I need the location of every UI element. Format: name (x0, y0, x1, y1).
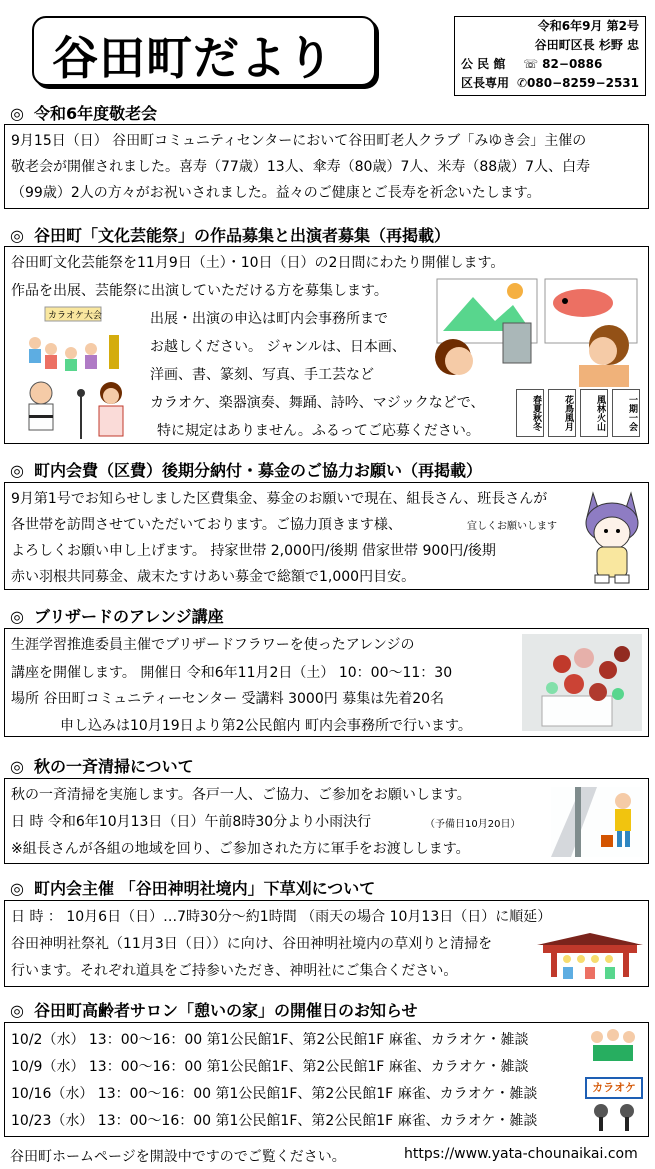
karaoke-stage-illustration (15, 305, 125, 373)
issue-info-box (454, 16, 646, 96)
body-line: 特に規定はありません。ふるってご応募ください。 (157, 423, 480, 439)
section-title: 令和6年度敬老会 (34, 104, 158, 123)
body-line: 谷田神明社祭礼（11月3日（日））に向け、谷田神明社境内の草刈りと清掃を (11, 936, 493, 952)
section-heading-membership-fee (10, 458, 482, 481)
body-line: カラオケ、楽器演奏、舞踊、詩吟、マジックなどで、 (150, 395, 485, 411)
body-line: お越しください。 ジャンルは、日本画、 (150, 339, 406, 355)
chief-phone: 080−8259−2531 (527, 76, 639, 90)
calligraphy-card: 一期一会 (612, 389, 640, 437)
schedule-row: 10/9（水） 13：00～16：00 第1公民館1F、第2公民館1F 麻雀、カラオケ・雑談 (11, 1059, 529, 1075)
section-title: 町内会主催 「谷田神明社境内」下草刈について (34, 879, 376, 898)
flower-arrangement-photo (522, 634, 642, 731)
karaoke-sign: カラオケ (585, 1077, 643, 1099)
microphone-icon (589, 1103, 639, 1133)
double-circle-icon: ◎ (10, 757, 24, 776)
schedule-row: 10/16（水） 13：00～16：00 第1公民館1F、第2公民館1F 麻雀、カラオケ・雑談 (11, 1086, 538, 1102)
performers-illustration (19, 379, 139, 441)
calligraphy-card: 風林火山 (580, 389, 608, 437)
section-box-keirokai (4, 124, 649, 209)
art-class-illustration (433, 275, 643, 387)
homepage-link[interactable]: https://www.yata-chounaikai.com (404, 1146, 638, 1162)
section-box-membership-fee (4, 482, 649, 590)
double-circle-icon: ◎ (10, 607, 24, 626)
body-line: ※組長さんが各組の地域を回り、ご参加された方に軍手をお渡しします。 (11, 841, 470, 857)
section-title: 谷田町「文化芸能祭」の作品募集と出演者募集（再掲載） (34, 226, 451, 245)
body-line: 赤い羽根共同募金、歳末たすけあい募金で総額で1,000円目安。 (11, 569, 416, 585)
body-line: 行います。それぞれ道具をご持参いただき、神明社にご集合ください。 (11, 963, 458, 979)
section-title: 町内会費（区費）後期分納付・募金のご協力お願い（再掲載） (34, 461, 483, 480)
double-circle-icon: ◎ (10, 226, 24, 245)
body-line: 生涯学習推進委員主催でブリザードフラワーを使ったアレンジの (11, 637, 415, 653)
masthead-title: 谷田町だより (52, 31, 334, 85)
chief-line-label: 区長専用 (461, 76, 510, 90)
mascot-caption: 宜しくお願いします (467, 521, 557, 532)
poster-sign: カラオケ大会 (48, 311, 102, 321)
mobile-phone-icon: ✆ (516, 76, 528, 90)
double-circle-icon: ◎ (10, 461, 24, 480)
section-heading-flower-course (10, 604, 224, 627)
section-heading-autumn-cleanup (10, 754, 194, 777)
section-title: 谷田町高齢者サロン「憩いの家」の開催日のお知らせ (34, 1001, 418, 1020)
calligraphy-card: 花鳥風月 (548, 389, 576, 437)
body-line: 秋の一斉清掃を実施します。各戸一人、ご協力、ご参加をお願いします。 (11, 787, 471, 803)
double-circle-icon: ◎ (10, 1001, 24, 1020)
shrine-festival-illustration (537, 931, 643, 983)
body-line: 敬老会が開催されました。喜寿（77歳）13人、傘寿（80歳）7人、米寿（88歳）7人、白寿 (11, 159, 591, 175)
section-heading-culture-festival (10, 223, 450, 246)
calligraphy-card: 春夏秋冬 (516, 389, 544, 437)
body-line: 作品を出展、芸能祭に出演していただける方を募集します。 (11, 283, 388, 299)
body-line: （99歳）2人の方々がお祝いされました。益々のご健康とご長寿を祈念いたします。 (11, 185, 541, 201)
body-line: 9月第1号でお知らせしました区費集金、募金のお願いで現在、組長さん、班長さんが (11, 491, 548, 507)
footer-note: 谷田町ホームページを開設中ですのでご覧ください。 (10, 1149, 346, 1165)
cleanup-illustration (551, 787, 643, 857)
mascot-character (579, 487, 645, 587)
chief-name: 谷田町区長 杉野 忠 (534, 38, 639, 52)
section-heading-keirokai (10, 101, 157, 124)
body-line: 9月15日（日） 谷田町コミュニティセンターにおいて谷田町老人クラブ「みゆき会」主催の (11, 133, 587, 149)
section-box-autumn-cleanup (4, 778, 649, 864)
chief-phone-row (461, 74, 639, 93)
calligraphy-cards (505, 389, 640, 439)
section-box-shrine-weeding (4, 900, 649, 987)
mahjong-illustration (583, 1027, 643, 1067)
body-line: 日 時 ： 10月6日（日）…7時30分～約1時間 （雨天の場合 10月13日（日）に順延） (11, 909, 552, 925)
body-line: 洋画、書、篆刻、写真、手工芸など (150, 367, 374, 383)
hall-phone: ☏ 82−0886 (523, 57, 603, 71)
schedule-row: 10/2（水） 13：00～16：00 第1公民館1F、第2公民館1F 麻雀、カラオケ・雑談 (11, 1032, 529, 1048)
body-line: 出展・出演の申込は町内会事務所まで (150, 311, 388, 327)
body-line: 谷田町文化芸能祭を11月9日（土）・10日（日）の2日間にわたり開催します。 (11, 255, 505, 271)
body-line: 各世帯を訪問させていただいております。ご協力頂きます様、 (11, 517, 402, 533)
section-title: 秋の一斉清掃について (34, 757, 194, 776)
section-heading-shrine-weeding (10, 876, 375, 899)
section-box-culture-festival (4, 246, 649, 444)
section-heading-senior-salon (10, 998, 418, 1021)
section-box-flower-course (4, 628, 649, 737)
body-line: 申し込みは10月19日より第2公民館内 町内会事務所で行います。 (60, 718, 472, 734)
schedule-row: 10/23（水） 13：00～16：00 第1公民館1F、第2公民館1F 麻雀、カラオケ・雑談 (11, 1113, 538, 1129)
reserve-day: （予備日10月20日） (425, 819, 521, 830)
double-circle-icon: ◎ (10, 879, 24, 898)
masthead-title-box (32, 16, 376, 86)
hall-label: 公 民 館 (461, 57, 506, 71)
hall-phone-row (461, 55, 639, 74)
body-line: 場所 谷田町コミュニティーセンター 受講料 3000円 募集は先着20名 (11, 691, 445, 707)
section-title: ブリザードのアレンジ講座 (34, 607, 224, 626)
section-box-senior-salon (4, 1022, 649, 1137)
body-line: 日 時 令和6年10月13日（日）午前8時30分より小雨決行 (11, 814, 372, 830)
double-circle-icon: ◎ (10, 104, 24, 123)
issue-number: 令和6年9月 第2号 (537, 19, 639, 33)
body-line: よろしくお願い申し上げます。 持家世帯 2,000円/後期 借家世帯 900円/後期 (11, 543, 496, 559)
body-line: 講座を開催します。 開催日 令和6年11月2日（土） 10：00～11：30 (11, 665, 453, 681)
